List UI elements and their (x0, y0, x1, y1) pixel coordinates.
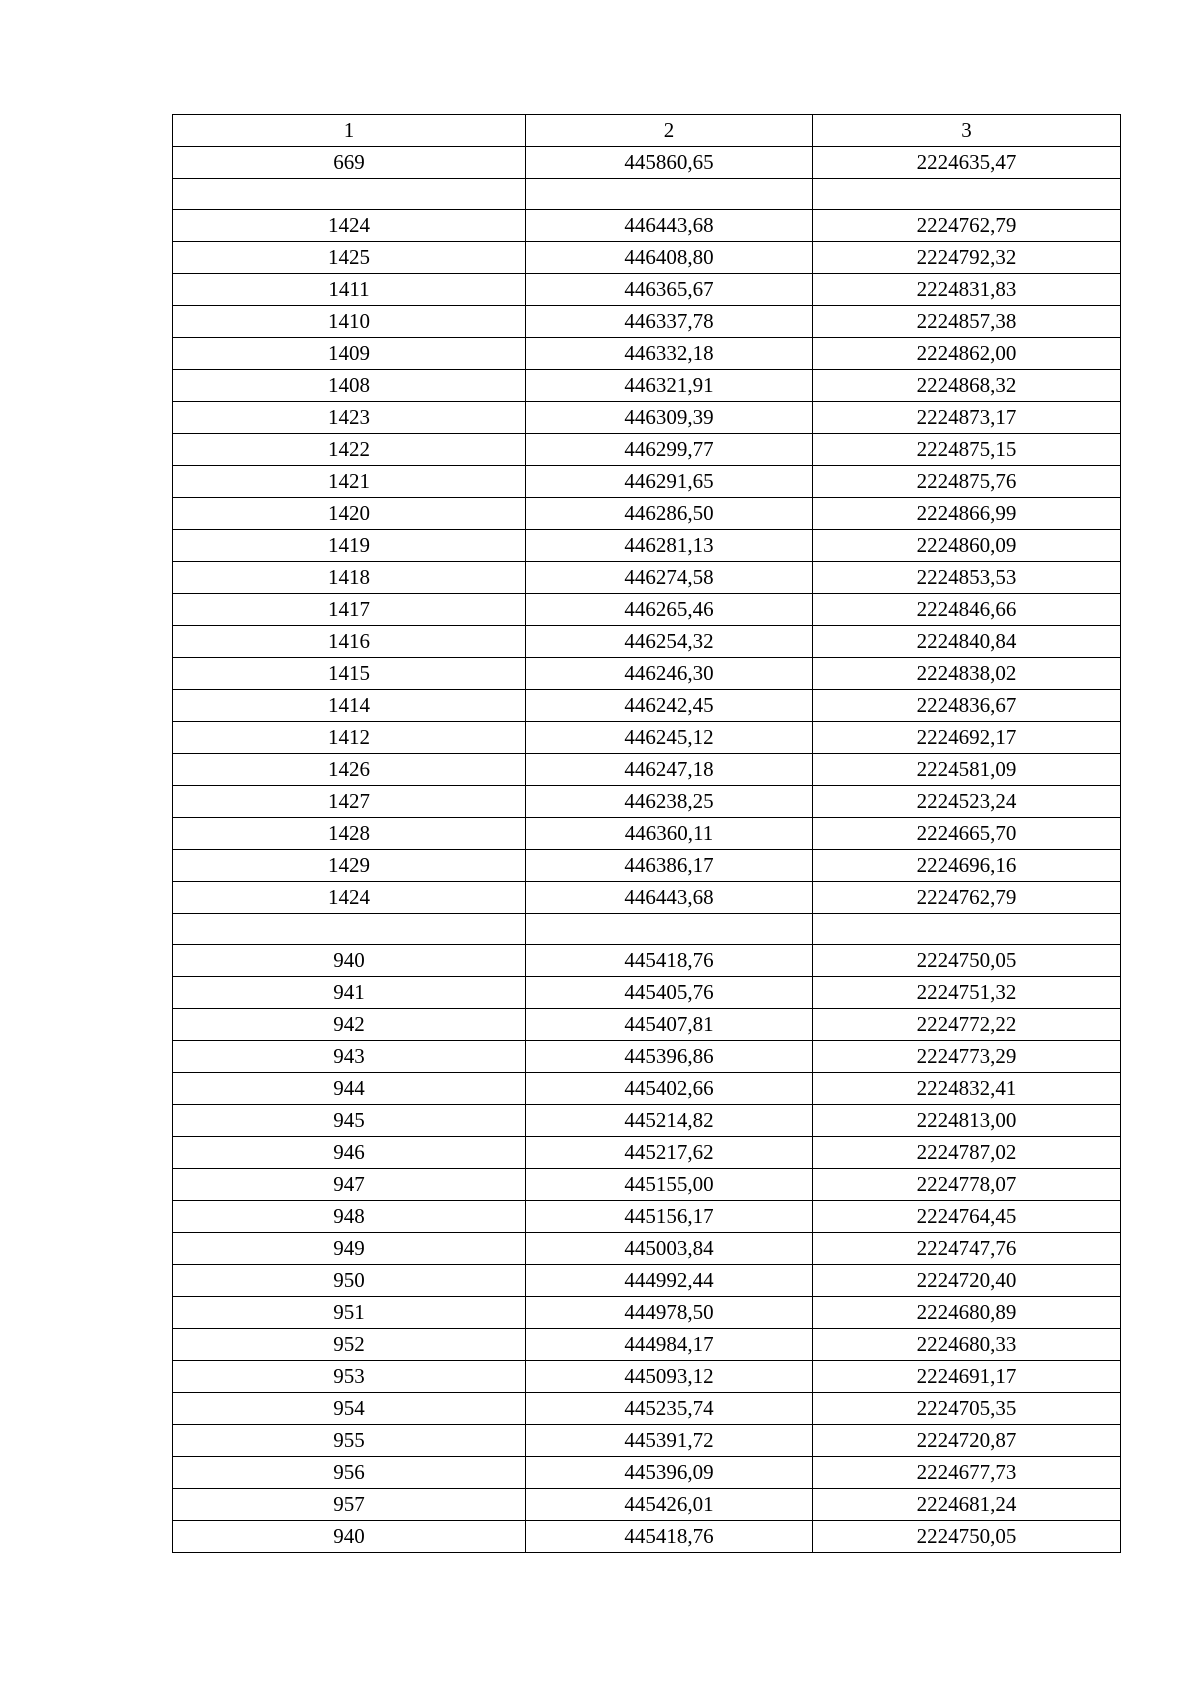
table-cell-col-2: 446332,18 (526, 338, 813, 370)
table-row (173, 1233, 1121, 1265)
table-row (173, 338, 1121, 370)
table-cell-col-2: 446309,39 (526, 402, 813, 434)
table-cell-col-2: 445214,82 (526, 1105, 813, 1137)
table-cell-col-2: 446360,11 (526, 818, 813, 850)
table-row (173, 626, 1121, 658)
table-cell-col-2: 446254,32 (526, 626, 813, 658)
table-row (173, 1137, 1121, 1169)
table-cell-col-3: 2224787,02 (813, 1137, 1121, 1169)
table-cell-col-3: 2224705,35 (813, 1393, 1121, 1425)
table-cell-col-2: 446337,78 (526, 306, 813, 338)
table-cell-col-2: 446281,13 (526, 530, 813, 562)
table-cell-col-3: 2224677,73 (813, 1457, 1121, 1489)
table-cell-col-2: 446365,67 (526, 274, 813, 306)
header-cell-2: 2 (526, 115, 813, 147)
table-row (173, 786, 1121, 818)
table-row (173, 1073, 1121, 1105)
table-row (173, 306, 1121, 338)
table-row (173, 370, 1121, 402)
table-cell-col-3: 2224750,05 (813, 945, 1121, 977)
table-cell-col-3: 2224875,15 (813, 434, 1121, 466)
table-cell-col-2: 446286,50 (526, 498, 813, 530)
table-cell-col-1: 943 (173, 1041, 526, 1073)
table-cell-col-2: 445235,74 (526, 1393, 813, 1425)
table-cell-col-2: 445426,01 (526, 1489, 813, 1521)
table-cell-col-1: 1408 (173, 370, 526, 402)
table-cell-col-3: 2224696,16 (813, 850, 1121, 882)
table-cell-col-1: 1424 (173, 210, 526, 242)
table-header (173, 115, 1121, 147)
table-cell-col-1: 1426 (173, 754, 526, 786)
table-cell-col-1: 1425 (173, 242, 526, 274)
table-cell-col-1: 1421 (173, 466, 526, 498)
table-row (173, 818, 1121, 850)
table-cell-col-3: 2224868,32 (813, 370, 1121, 402)
table-row (173, 1329, 1121, 1361)
table-row (173, 242, 1121, 274)
table-cell-col-2: 446408,80 (526, 242, 813, 274)
table-cell-col-3: 2224840,84 (813, 626, 1121, 658)
table-cell-col-1: 1424 (173, 882, 526, 914)
table-cell-col-2: 446246,30 (526, 658, 813, 690)
header-cell-1: 1 (173, 115, 526, 147)
table-cell-col-2: 445860,65 (526, 147, 813, 179)
table-cell-col-3: 2224747,76 (813, 1233, 1121, 1265)
table-row (173, 147, 1121, 179)
table-cell-col-3 (813, 179, 1121, 210)
table-row (173, 754, 1121, 786)
table-row (173, 658, 1121, 690)
table-cell-col-3: 2224792,32 (813, 242, 1121, 274)
table-row (173, 1041, 1121, 1073)
table-row (173, 1361, 1121, 1393)
table-cell-col-1: 948 (173, 1201, 526, 1233)
table-row (173, 562, 1121, 594)
table-cell-col-2: 445405,76 (526, 977, 813, 1009)
table-cell-col-1: 954 (173, 1393, 526, 1425)
table-cell-col-1: 1427 (173, 786, 526, 818)
table-cell-col-1: 1410 (173, 306, 526, 338)
table-cell-col-1: 1411 (173, 274, 526, 306)
table-cell-col-1: 669 (173, 147, 526, 179)
table-cell-col-3 (813, 914, 1121, 945)
table-row (173, 1457, 1121, 1489)
table-cell-col-1: 950 (173, 1265, 526, 1297)
table-cell-col-1: 956 (173, 1457, 526, 1489)
table-cell-col-2: 445003,84 (526, 1233, 813, 1265)
table-cell-col-2 (526, 179, 813, 210)
table-cell-col-2: 446274,58 (526, 562, 813, 594)
table-row (173, 530, 1121, 562)
table-cell-col-2: 445418,76 (526, 1521, 813, 1553)
table-cell-col-2: 446299,77 (526, 434, 813, 466)
table-cell-col-3: 2224762,79 (813, 210, 1121, 242)
table-cell-col-1: 940 (173, 1521, 526, 1553)
table-cell-col-2: 445217,62 (526, 1137, 813, 1169)
table-cell-col-3: 2224764,45 (813, 1201, 1121, 1233)
table-cell-col-1: 944 (173, 1073, 526, 1105)
table-row (173, 945, 1121, 977)
table-cell-col-1: 1429 (173, 850, 526, 882)
table-cell-col-2: 445155,00 (526, 1169, 813, 1201)
table-cell-col-3: 2224665,70 (813, 818, 1121, 850)
table-cell-col-3: 2224692,17 (813, 722, 1121, 754)
coordinates-table (172, 114, 1121, 1553)
table-cell-col-2 (526, 914, 813, 945)
table-cell-col-2: 445407,81 (526, 1009, 813, 1041)
table-cell-col-3: 2224773,29 (813, 1041, 1121, 1073)
table-cell-col-1: 1416 (173, 626, 526, 658)
table-cell-col-3: 2224680,33 (813, 1329, 1121, 1361)
table-row (173, 882, 1121, 914)
table-cell-col-3: 2224813,00 (813, 1105, 1121, 1137)
table-row (173, 1489, 1121, 1521)
table-cell-col-3: 2224857,38 (813, 306, 1121, 338)
table-row (173, 914, 1121, 945)
table-cell-col-1: 940 (173, 945, 526, 977)
table-cell-col-2: 445093,12 (526, 1361, 813, 1393)
table-body (173, 147, 1121, 1553)
table-row (173, 594, 1121, 626)
table-row (173, 1297, 1121, 1329)
table-cell-col-2: 446443,68 (526, 882, 813, 914)
table-cell-col-1: 955 (173, 1425, 526, 1457)
table-cell-col-1: 1428 (173, 818, 526, 850)
table-cell-col-1: 1412 (173, 722, 526, 754)
table-cell-col-1: 942 (173, 1009, 526, 1041)
table-cell-col-2: 445418,76 (526, 945, 813, 977)
table-cell-col-3: 2224846,66 (813, 594, 1121, 626)
table-cell-col-3: 2224836,67 (813, 690, 1121, 722)
table-cell-col-3: 2224680,89 (813, 1297, 1121, 1329)
table-cell-col-3: 2224762,79 (813, 882, 1121, 914)
table-cell-col-2: 444978,50 (526, 1297, 813, 1329)
table-cell-col-1: 953 (173, 1361, 526, 1393)
table-cell-col-2: 446321,91 (526, 370, 813, 402)
table-cell-col-3: 2224523,24 (813, 786, 1121, 818)
table-cell-col-3: 2224635,47 (813, 147, 1121, 179)
table-cell-col-3: 2224772,22 (813, 1009, 1121, 1041)
table-cell-col-2: 446291,65 (526, 466, 813, 498)
table-cell-col-2: 446242,45 (526, 690, 813, 722)
table-row (173, 1169, 1121, 1201)
table-cell-col-2: 446247,18 (526, 754, 813, 786)
table-row (173, 274, 1121, 306)
table-cell-col-3: 2224873,17 (813, 402, 1121, 434)
table-cell-col-2: 446443,68 (526, 210, 813, 242)
table-cell-col-3: 2224720,87 (813, 1425, 1121, 1457)
table-cell-col-2: 445391,72 (526, 1425, 813, 1457)
table-cell-col-2: 446238,25 (526, 786, 813, 818)
table-cell-col-3: 2224862,00 (813, 338, 1121, 370)
table-cell-col-2: 444984,17 (526, 1329, 813, 1361)
table-cell-col-3: 2224875,76 (813, 466, 1121, 498)
table-cell-col-2: 445156,17 (526, 1201, 813, 1233)
table-cell-col-1: 951 (173, 1297, 526, 1329)
table-cell-col-1: 947 (173, 1169, 526, 1201)
table-row (173, 1521, 1121, 1553)
table-row (173, 1201, 1121, 1233)
table-cell-col-3: 2224750,05 (813, 1521, 1121, 1553)
table-cell-col-3: 2224681,24 (813, 1489, 1121, 1521)
table-cell-col-3: 2224751,32 (813, 977, 1121, 1009)
table-cell-col-1: 1414 (173, 690, 526, 722)
table-cell-col-3: 2224778,07 (813, 1169, 1121, 1201)
table-row (173, 1393, 1121, 1425)
table-cell-col-3: 2224720,40 (813, 1265, 1121, 1297)
table-cell-col-3: 2224691,17 (813, 1361, 1121, 1393)
table-row (173, 466, 1121, 498)
table-cell-col-2: 446386,17 (526, 850, 813, 882)
table-row (173, 402, 1121, 434)
table-cell-col-1: 1423 (173, 402, 526, 434)
table-row (173, 850, 1121, 882)
table-row (173, 1425, 1121, 1457)
table-cell-col-1: 949 (173, 1233, 526, 1265)
table-cell-col-3: 2224581,09 (813, 754, 1121, 786)
table-cell-col-2: 444992,44 (526, 1265, 813, 1297)
table-cell-col-2: 446265,46 (526, 594, 813, 626)
table-cell-col-2: 446245,12 (526, 722, 813, 754)
table-cell-col-3: 2224860,09 (813, 530, 1121, 562)
table-cell-col-1 (173, 914, 526, 945)
table-cell-col-1: 957 (173, 1489, 526, 1521)
table-cell-col-3: 2224853,53 (813, 562, 1121, 594)
table-cell-col-1: 1419 (173, 530, 526, 562)
table-row (173, 1105, 1121, 1137)
table-cell-col-3: 2224831,83 (813, 274, 1121, 306)
table-cell-col-1: 1415 (173, 658, 526, 690)
table-row (173, 1265, 1121, 1297)
table-cell-col-1: 1420 (173, 498, 526, 530)
table-row (173, 690, 1121, 722)
table-cell-col-2: 445396,86 (526, 1041, 813, 1073)
table-row (173, 1009, 1121, 1041)
table-cell-col-1: 1409 (173, 338, 526, 370)
table-cell-col-1: 1418 (173, 562, 526, 594)
table-cell-col-1: 946 (173, 1137, 526, 1169)
table-cell-col-1 (173, 179, 526, 210)
table-cell-col-3: 2224866,99 (813, 498, 1121, 530)
header-row (173, 115, 1121, 147)
table-row (173, 210, 1121, 242)
table-cell-col-2: 445396,09 (526, 1457, 813, 1489)
table-cell-col-1: 945 (173, 1105, 526, 1137)
table-row (173, 722, 1121, 754)
table-row (173, 977, 1121, 1009)
table-cell-col-1: 1417 (173, 594, 526, 626)
table-row (173, 498, 1121, 530)
table-cell-col-3: 2224832,41 (813, 1073, 1121, 1105)
table-cell-col-1: 1422 (173, 434, 526, 466)
table-cell-col-1: 941 (173, 977, 526, 1009)
table-cell-col-2: 445402,66 (526, 1073, 813, 1105)
table-cell-col-1: 952 (173, 1329, 526, 1361)
header-cell-3: 3 (813, 115, 1121, 147)
table-row (173, 434, 1121, 466)
table-cell-col-3: 2224838,02 (813, 658, 1121, 690)
table-row (173, 179, 1121, 210)
